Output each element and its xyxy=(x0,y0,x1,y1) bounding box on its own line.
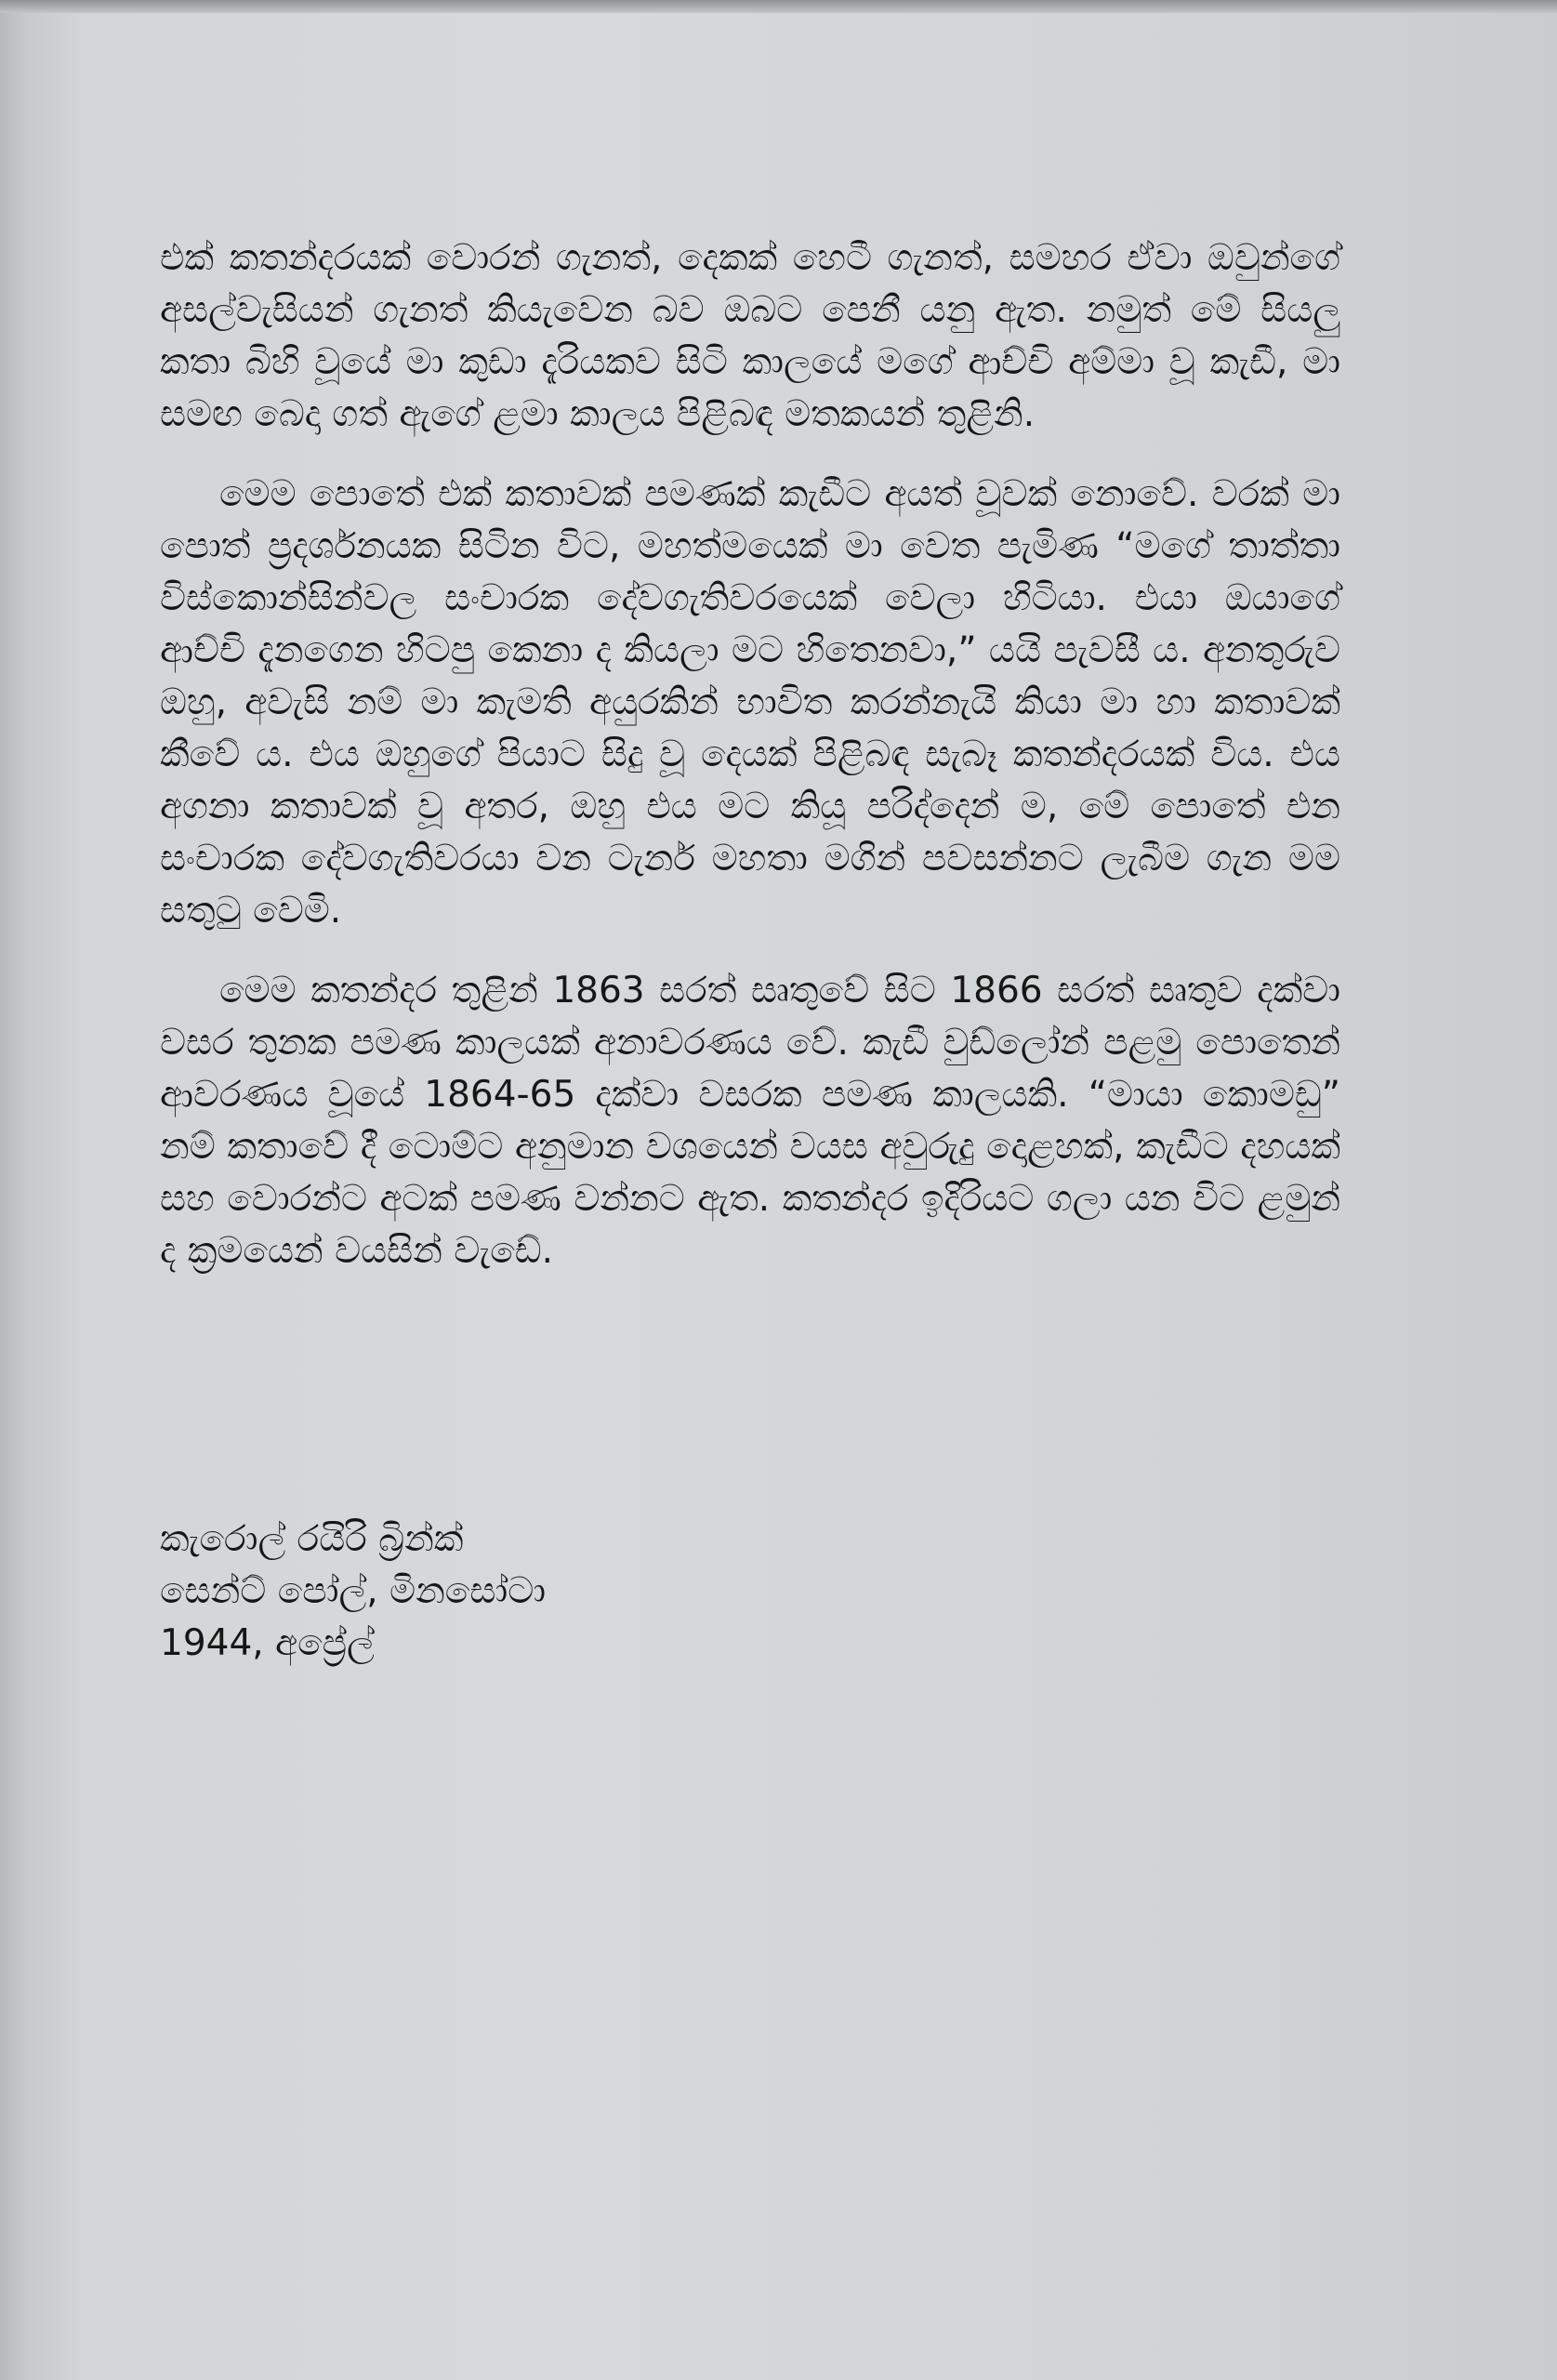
paragraph-3: මෙම කතන්දර තුළින් 1863 සරත් සෘතුවේ සිට 1866 සරත් සෘතුව දක්වා වසර තුනක පමණ කාලයක් අනාවරණය වේ. කැඩී වුඩ්ලෝන් පළමු පොතෙන් ආවරණය වූයේ 1864-65 දක්වා වසරක පමණ කාලයකි. “මායා කොමඩු” නම් කතාවේ දී ටොම්ට අනුමාන වශයෙන් වයස අවුරුදු දොළහක්, කැඩීට දහයක් සහ වොරන්ට අටක් පමණ වන්නට ඇත. කතන්දර ඉදිරියට ගලා යන විට ළමුන් ද ක්‍රමයෙන් වයසින් වැඩේ. xyxy=(160,970,1340,1272)
page-top-shadow xyxy=(0,0,1557,13)
author-place: සෙන්ට් පෝල්, මිනසෝටා xyxy=(160,1570,547,1612)
signature-block xyxy=(160,1514,546,1670)
paragraph-2: මෙම පොතේ එක් කතාවක් පමණක් කැඩීට අයත් වූවක් නොවේ. වරක් මා පොත් ප්‍රදර්ශනයක සිටින විට, මහත්මයෙක් මා වෙත පැමිණ “මගේ තාත්තා විස්කොන්සින්වල සංචාරක දේවගැතිවරයෙක් වෙලා හිටියා. එයා ඔයාගේ ආච්චි දැනගෙන හිටපු කෙනා ද කියලා මට හිතෙනවා,” යයි පැවසී ය. අනතුරුව ඔහු, අවැසි නම් මා කැමති අයුරකින් භාවිත කරන්නැයි කියා මා හා කතාවක් කීවේ ය. එය ඔහුගේ පියාට සිදු වූ දෙයක් පිළිබඳ සැබෑ කතන්දරයක් විය. එය අගනා කතාවක් වූ අතර, ඔහු එය මට කියූ පරිද්දෙන් ම, මේ පොතේ එන සංචාරක දේවගැතිවරයා වන ටැනර් මහතා මගින් පවසන්නට ලැබීම ගැන මම සතුටු වෙමි. xyxy=(160,473,1340,932)
author-name: කැරොල් රයිරි බ්‍රින්ක් xyxy=(160,1518,464,1560)
body-text xyxy=(160,232,1340,1305)
paragraph-1: එක් කතන්දරයක් වොරන් ගැනත්, දෙකක් හෙටී ගැනත්, සමහර ඒවා ඔවුන්ගේ අසල්වැසියන් ගැනත් කියැවෙන බව ඔබට පෙනී යනු ඇත. නමුත් මේ සියලු කතා බිහි වූයේ මා කුඩා දැරියකව සිටි කාලයේ මගේ ආච්චි අම්මා වූ කැඩී, මා සමඟ බෙදා ගත් ඇගේ ළමා කාලය පිළිබඳ මතකයන් තුළිනි. xyxy=(160,237,1340,435)
author-date: 1944, අප්‍රේල් xyxy=(160,1622,375,1664)
